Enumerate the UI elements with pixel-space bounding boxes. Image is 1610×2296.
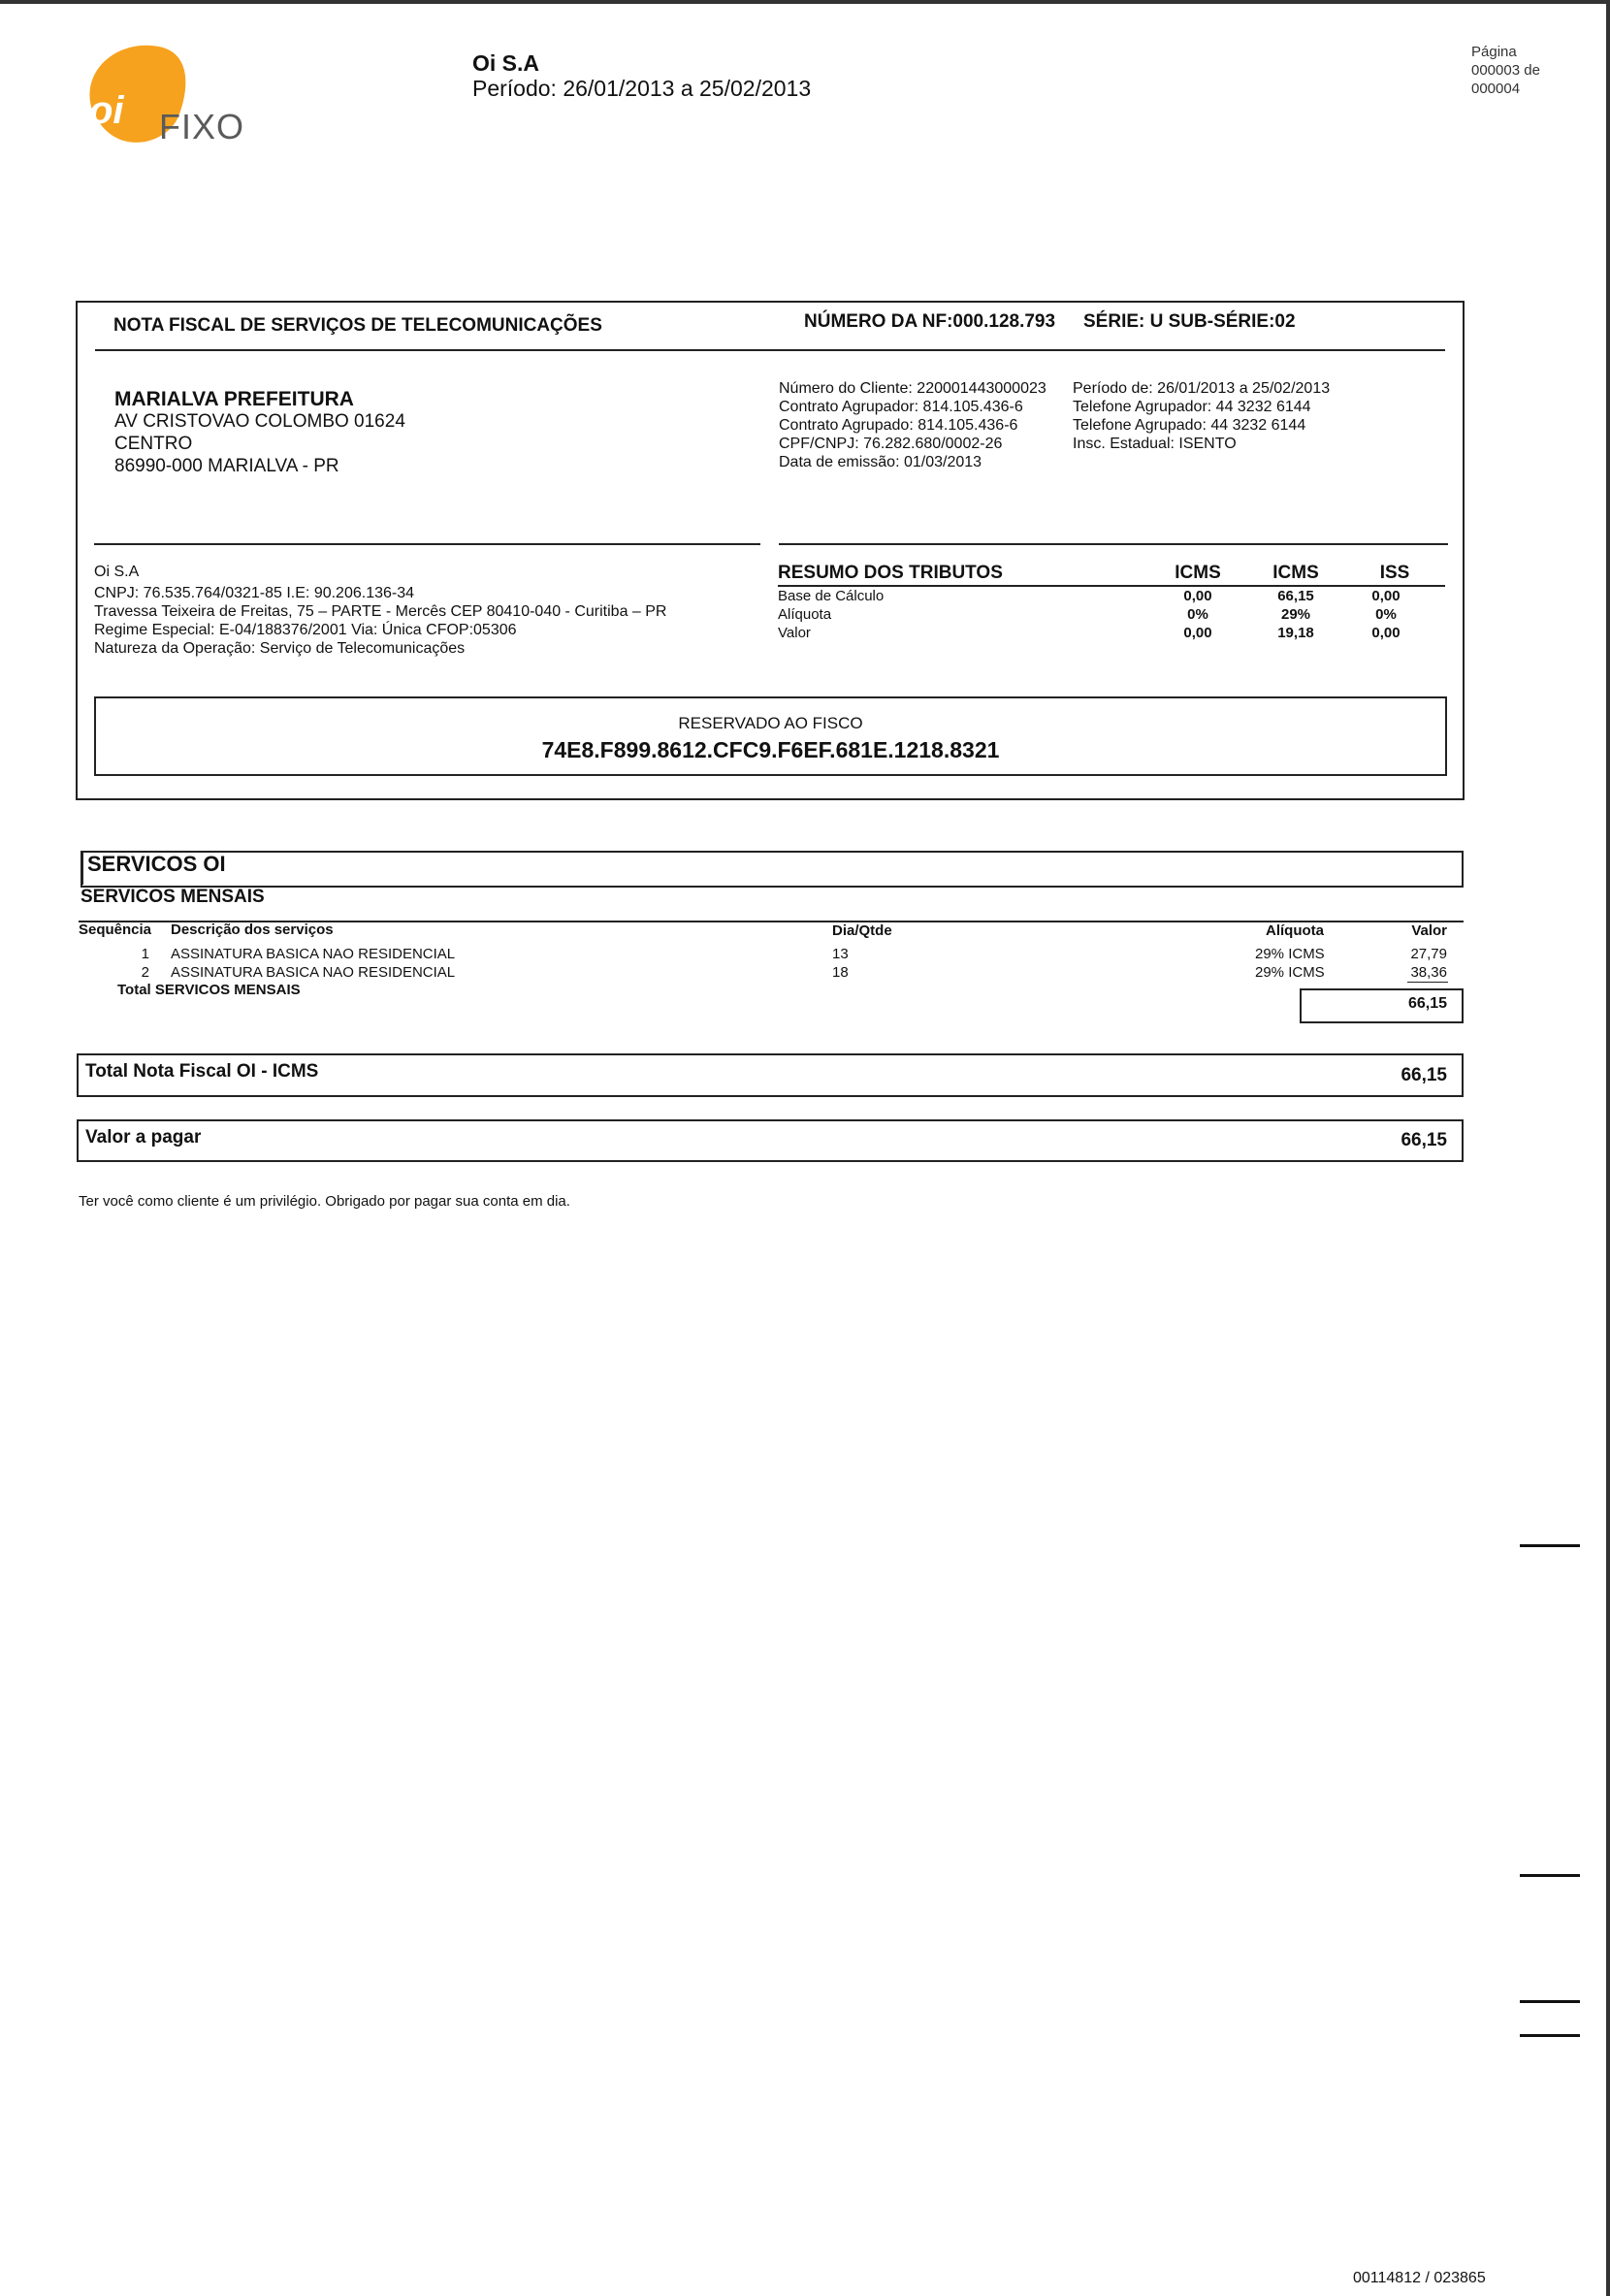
client-info-line: Número do Cliente: 220001443000023 — [779, 380, 1046, 397]
col-header-value: Valor — [1411, 922, 1447, 939]
tributos-col-icms-2 — [1257, 587, 1335, 642]
services-section-title: SERVICOS OI — [87, 852, 226, 876]
fisco-label: RESERVADO AO FISCO — [678, 714, 863, 732]
page-current: 000003 de — [1471, 62, 1540, 79]
print-mark — [1520, 2034, 1580, 2037]
row-rate: 29% ICMS — [1255, 946, 1325, 962]
tributos-col-iss — [1347, 587, 1425, 642]
fisco-code: 74E8.F899.8612.CFC9.F6EF.681E.1218.8321 — [541, 737, 1000, 762]
client-info-line: Telefone Agrupador: 44 3232 6144 — [1073, 399, 1311, 415]
customer-name: MARIALVA PREFEITURA — [114, 388, 354, 410]
client-info-line: Contrato Agrupador: 814.105.436-6 — [779, 399, 1023, 415]
tributos-cell: 0,00 — [1183, 625, 1212, 641]
valor-pagar-value: 66,15 — [1401, 1130, 1447, 1150]
header-period: Período: 26/01/2013 a 25/02/2013 — [472, 76, 812, 101]
client-info-line: Telefone Agrupado: 44 3232 6144 — [1073, 417, 1306, 434]
tributos-cell: 0,00 — [1183, 588, 1212, 604]
table-row — [79, 945, 1447, 963]
row-qty: 13 — [832, 946, 849, 962]
col-header-rate: Alíquota — [1266, 922, 1324, 939]
tributos-cell: 0,00 — [1371, 588, 1401, 604]
document-code: 00114812 / 023865 — [1353, 2270, 1486, 2286]
issuer-line: Travessa Teixeira de Freitas, 75 – PARTE - Mercês CEP 80410-040 - Curitiba – PR — [94, 603, 667, 620]
services-total-label: Total SERVICOS MENSAIS — [117, 982, 301, 998]
row-seq: 1 — [141, 946, 149, 962]
logo-fixo-text: FIXO — [159, 107, 245, 146]
tributos-header-iss: ISS — [1379, 563, 1410, 583]
total-nf-value: 66,15 — [1401, 1065, 1447, 1085]
customer-address: AV CRISTOVAO COLOMBO 01624 — [114, 411, 405, 432]
services-total-value: 66,15 — [1407, 995, 1447, 1012]
customer-district: CENTRO — [114, 434, 193, 454]
tributos-title: RESUMO DOS TRIBUTOS — [778, 563, 1003, 583]
valor-pagar-box — [77, 1119, 1464, 1162]
tributos-cell: 19,18 — [1277, 625, 1314, 641]
tributos-cell: 0% — [1187, 606, 1208, 623]
page-indicator — [1471, 43, 1540, 98]
issuer-divider — [94, 543, 760, 545]
tributos-cell: 0,00 — [1371, 625, 1401, 641]
row-rate: 29% ICMS — [1255, 964, 1325, 981]
nf-serie: SÉRIE: U SUB-SÉRIE:02 — [1083, 311, 1296, 332]
total-nf-label: Total Nota Fiscal OI - ICMS — [85, 1061, 319, 1082]
oi-logo — [72, 39, 266, 155]
issuer-line: CNPJ: 76.535.764/0321-85 I.E: 90.206.136-34 — [94, 585, 415, 601]
tributos-cell: 0% — [1375, 606, 1397, 623]
tributos-header-icms-1: ICMS — [1175, 563, 1221, 583]
print-mark — [1520, 1544, 1580, 1547]
issuer-line: Natureza da Operação: Serviço de Telecomunicações — [94, 640, 466, 657]
tributos-cell: 29% — [1280, 606, 1311, 623]
print-mark — [1520, 2000, 1580, 2003]
issuer-block — [94, 563, 666, 658]
row-value: 38,36 — [1410, 964, 1447, 981]
services-section-box — [80, 851, 1464, 888]
col-header-qty: Dia/Qtde — [832, 922, 892, 939]
tributos-row-label: Alíquota — [778, 606, 832, 623]
client-info-left — [779, 379, 1046, 471]
nf-title-divider — [95, 349, 1445, 351]
client-info-line: Contrato Agrupado: 814.105.436-6 — [779, 417, 1018, 434]
tributos-row-label: Base de Cálculo — [778, 588, 885, 604]
tributos-divider — [779, 543, 1448, 545]
logo-oi-text: oi — [89, 89, 124, 132]
page-total: 000004 — [1471, 81, 1521, 97]
client-info-line: CPF/CNPJ: 76.282.680/0002-26 — [779, 436, 1003, 452]
row-value: 27,79 — [1410, 946, 1447, 962]
row-seq: 2 — [141, 964, 149, 981]
row-desc: ASSINATURA BASICA NAO RESIDENCIAL — [171, 964, 456, 981]
header-company: Oi S.A — [472, 50, 540, 76]
issuer-name: Oi S.A — [94, 564, 140, 580]
client-info-line: Período de: 26/01/2013 a 25/02/2013 — [1073, 380, 1331, 397]
services-section-marker — [81, 852, 83, 885]
print-mark — [1520, 1874, 1580, 1877]
row-desc: ASSINATURA BASICA NAO RESIDENCIAL — [171, 946, 456, 962]
services-subsection-title: SERVICOS MENSAIS — [80, 887, 265, 907]
footer-message: Ter você como cliente é um privilégio. Obrigado por pagar sua conta em dia. — [79, 1193, 570, 1210]
customer-block — [114, 388, 405, 477]
row-qty: 18 — [832, 964, 849, 981]
tributos-header-icms-2: ICMS — [1272, 563, 1319, 583]
customer-city: 86990-000 MARIALVA - PR — [114, 456, 339, 476]
client-info-right — [1073, 379, 1330, 453]
tributos-row-labels — [778, 587, 884, 642]
scan-edge-top — [0, 0, 1610, 4]
col-header-seq: Sequência — [79, 922, 152, 938]
tributos-row-label: Valor — [778, 625, 811, 641]
client-info-line: Data de emissão: 01/03/2013 — [779, 454, 982, 470]
nf-title: NOTA FISCAL DE SERVIÇOS DE TELECOMUNICAÇÕES — [113, 315, 602, 336]
table-row — [79, 963, 1447, 982]
valor-pagar-label: Valor a pagar — [85, 1127, 202, 1148]
row-value-underline — [1407, 982, 1448, 983]
tributos-col-icms-1 — [1159, 587, 1237, 642]
tributos-cell: 66,15 — [1277, 588, 1314, 604]
col-header-desc: Descrição dos serviços — [171, 922, 334, 938]
issuer-line: Regime Especial: E-04/188376/2001 Via: Única CFOP:05306 — [94, 622, 517, 638]
client-info-line: Insc. Estadual: ISENTO — [1073, 436, 1237, 452]
scan-edge-right — [1606, 0, 1610, 2296]
nf-number: NÚMERO DA NF:000.128.793 — [804, 311, 1056, 332]
page-label: Página — [1471, 44, 1517, 60]
fisco-box — [94, 696, 1447, 776]
